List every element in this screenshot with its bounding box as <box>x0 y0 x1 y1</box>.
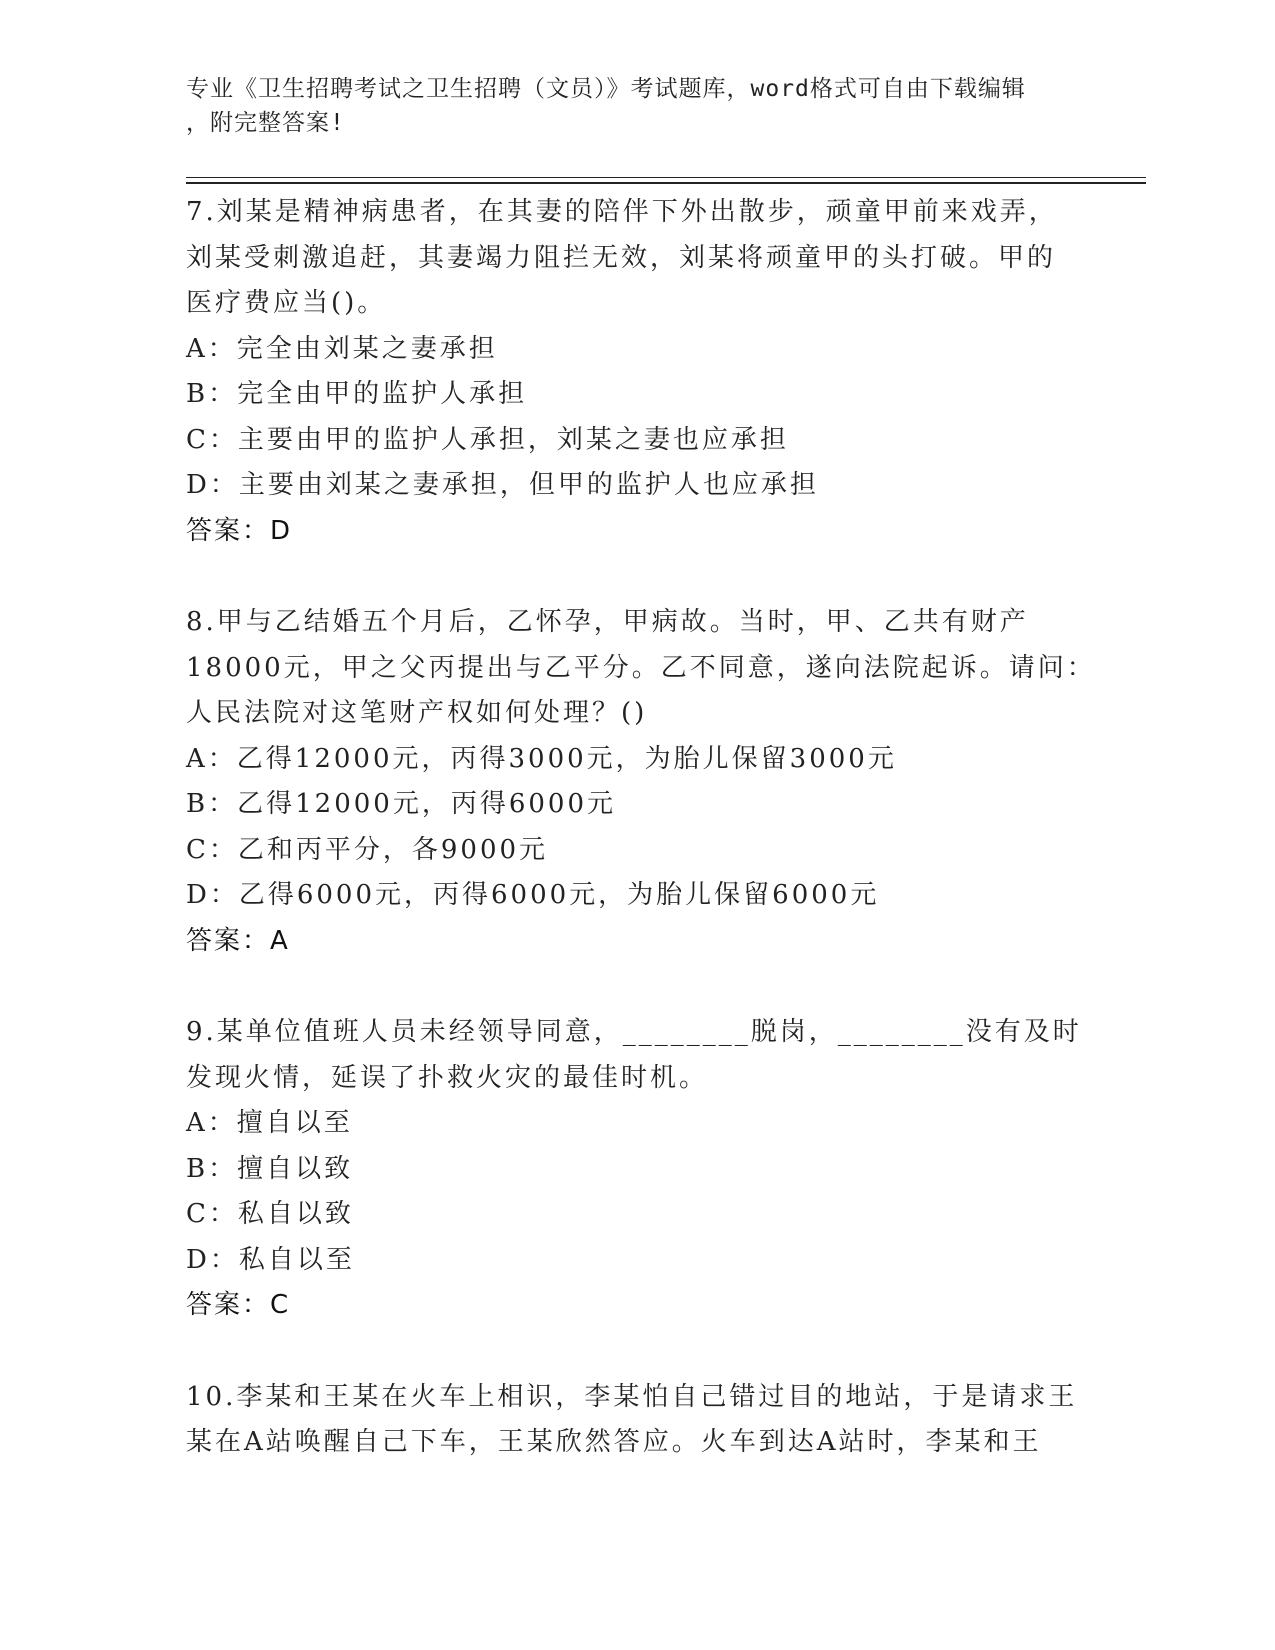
answer-label: 答案：D <box>186 515 293 546</box>
question-text-line: 10.李某和王某在火车上相识，李某怕自己错过目的地站，于是请求王 <box>186 1381 1078 1412</box>
option-d: D：乙得6000元，丙得6000元，为胎儿保留6000元 <box>186 880 880 910</box>
question-text-line: 9.某单位值班人员未经领导同意，________脱岗，________没有及时 <box>186 1017 1082 1047</box>
option-c: C：乙和丙平分，各9000元 <box>186 834 549 865</box>
question-text-line: 8.甲与乙结婚五个月后，乙怀孕，甲病故。当时，甲、乙共有财产 <box>186 607 1029 637</box>
answer-label: 答案：C <box>186 1290 291 1320</box>
question-list <box>186 190 1096 1512</box>
question-text-line: 7.刘某是精神病患者，在其妻的陪伴下外出散步，顽童甲前来戏弄， <box>186 197 1058 227</box>
header-line-1: 专业《卫生招聘考试之卫生招聘（文员）》考试题库，word格式可自由下载编辑 <box>186 76 1026 102</box>
option-b: B：乙得12000元，丙得6000元 <box>186 789 616 819</box>
option-c: C：主要由甲的监护人承担，刘某之妻也应承担 <box>186 424 789 455</box>
option-a: A：完全由刘某之妻承担 <box>186 333 498 364</box>
question-7 <box>186 190 1086 554</box>
option-b: B：擅自以致 <box>186 1153 354 1184</box>
header-divider-thin <box>186 177 1146 178</box>
question-text-line: 某在A站唤醒自己下车，王某欣然答应。火车到达A站时，李某和王 <box>186 1427 1042 1457</box>
question-text-line: 人民法院对这笔财产权如何处理？() <box>186 698 648 728</box>
question-text-line: 医疗费应当()。 <box>186 288 387 318</box>
option-d: D：私自以至 <box>186 1244 355 1275</box>
question-text-line: 18000元，甲之父丙提出与乙平分。乙不同意，遂向法院起诉。请问： <box>186 652 1096 683</box>
option-a: A：擅自以至 <box>186 1108 353 1138</box>
question-9 <box>186 1010 1086 1329</box>
question-text-line: 刘某受刺激追赶，其妻竭力阻拦无效，刘某将顽童甲的头打破。甲的 <box>186 242 1057 273</box>
question-text-line: 发现火情，延误了扑救火灾的最佳时机。 <box>186 1062 709 1093</box>
option-a: A：乙得12000元，丙得3000元，为胎儿保留3000元 <box>186 743 897 774</box>
header-line-2: ，附完整答案! <box>186 110 345 136</box>
option-d: D：主要由刘某之妻承担，但甲的监护人也应承担 <box>186 470 819 500</box>
document-header <box>186 72 1066 140</box>
question-8 <box>186 600 1096 964</box>
question-10 <box>186 1375 1086 1466</box>
option-c: C：私自以致 <box>186 1199 354 1229</box>
option-b: B：完全由甲的监护人承担 <box>186 379 528 409</box>
answer-label: 答案：A <box>186 925 290 956</box>
header-divider-thick <box>186 182 1146 184</box>
